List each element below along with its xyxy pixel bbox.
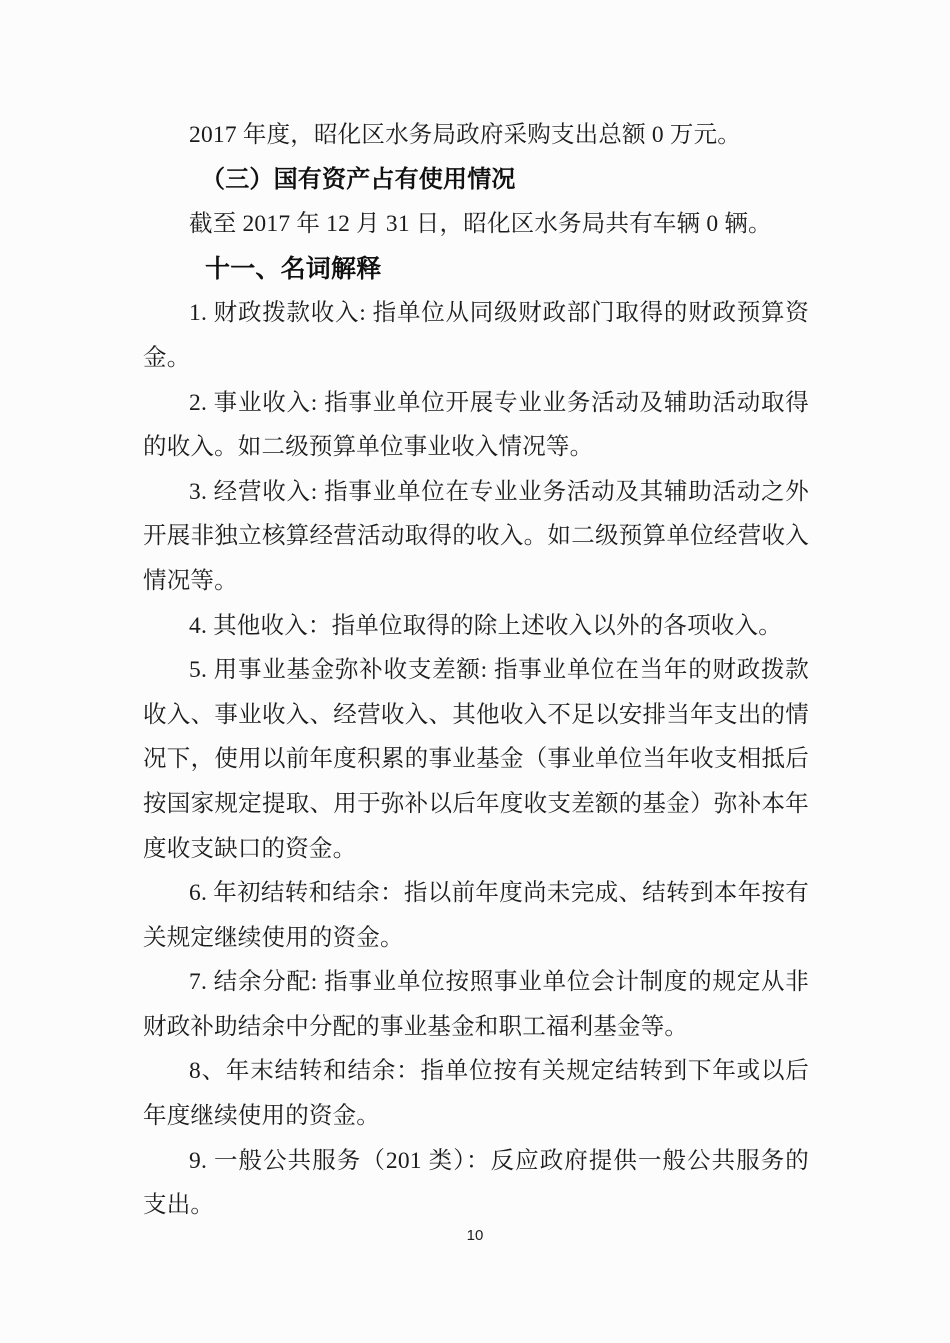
glossary-term-7: 7. 结余分配: 指事业单位按照事业单位会计制度的规定从非 bbox=[189, 969, 809, 996]
text-line: 况下，使用以前年度积累的事业基金（事业单位当年收支相抵后 bbox=[143, 746, 809, 773]
text-line: 情况等。 bbox=[143, 567, 238, 594]
glossary-term-4: 4. 其他收入：指单位取得的除上述收入以外的各项收入。 bbox=[189, 612, 782, 639]
glossary-term-6: 6. 年初结转和结余：指以前年度尚未完成、结转到本年按有 bbox=[189, 880, 809, 907]
glossary-term-8: 8、年末结转和结余：指单位按有关规定结转到下年或以后 bbox=[189, 1058, 809, 1085]
text-line: 收入、事业收入、经营收入、其他收入不足以安排当年支出的情 bbox=[143, 701, 809, 728]
text-line: 度收支缺口的资金。 bbox=[143, 835, 357, 862]
text-line: 按国家规定提取、用于弥补以后年度收支差额的基金）弥补本年 bbox=[143, 790, 809, 817]
page-number: 10 bbox=[466, 1227, 484, 1244]
glossary-term-5: 5. 用事业基金弥补收支差额: 指事业单位在当年的财政拨款 bbox=[189, 657, 809, 684]
text-line: 开展非独立核算经营活动取得的收入。如二级预算单位经营收入 bbox=[143, 523, 809, 550]
paragraph-procurement-total: 2017 年度，昭化区水务局政府采购支出总额 0 万元。 bbox=[189, 122, 741, 148]
heading-state-assets: （三）国有资产占有使用情况 bbox=[201, 165, 516, 193]
text-line: 的收入。如二级预算单位事业收入情况等。 bbox=[143, 434, 594, 461]
text-line: 支出。 bbox=[143, 1192, 215, 1219]
text-line: 金。 bbox=[143, 344, 191, 371]
glossary-term-1: 1. 财政拨款收入: 指单位从同级财政部门取得的财政预算资 bbox=[189, 300, 809, 327]
document-body bbox=[143, 113, 809, 1228]
text-line: 年度继续使用的资金。 bbox=[143, 1103, 380, 1130]
glossary-term-9: 9. 一般公共服务（201 类）：反应政府提供一般公共服务的 bbox=[189, 1147, 809, 1174]
text-line: 关规定继续使用的资金。 bbox=[143, 924, 404, 951]
glossary-term-3: 3. 经营收入: 指事业单位在专业业务活动及其辅助活动之外 bbox=[189, 478, 809, 505]
glossary-term-2: 2. 事业收入: 指事业单位开展专业业务活动及辅助活动取得 bbox=[189, 389, 809, 416]
text-line: 财政补助结余中分配的事业基金和职工福利基金等。 bbox=[143, 1013, 689, 1040]
paragraph-vehicle-count: 截至 2017 年 12 月 31 日，昭化区水务局共有车辆 0 辆。 bbox=[189, 211, 772, 238]
heading-glossary: 十一、名词解释 bbox=[205, 254, 382, 283]
